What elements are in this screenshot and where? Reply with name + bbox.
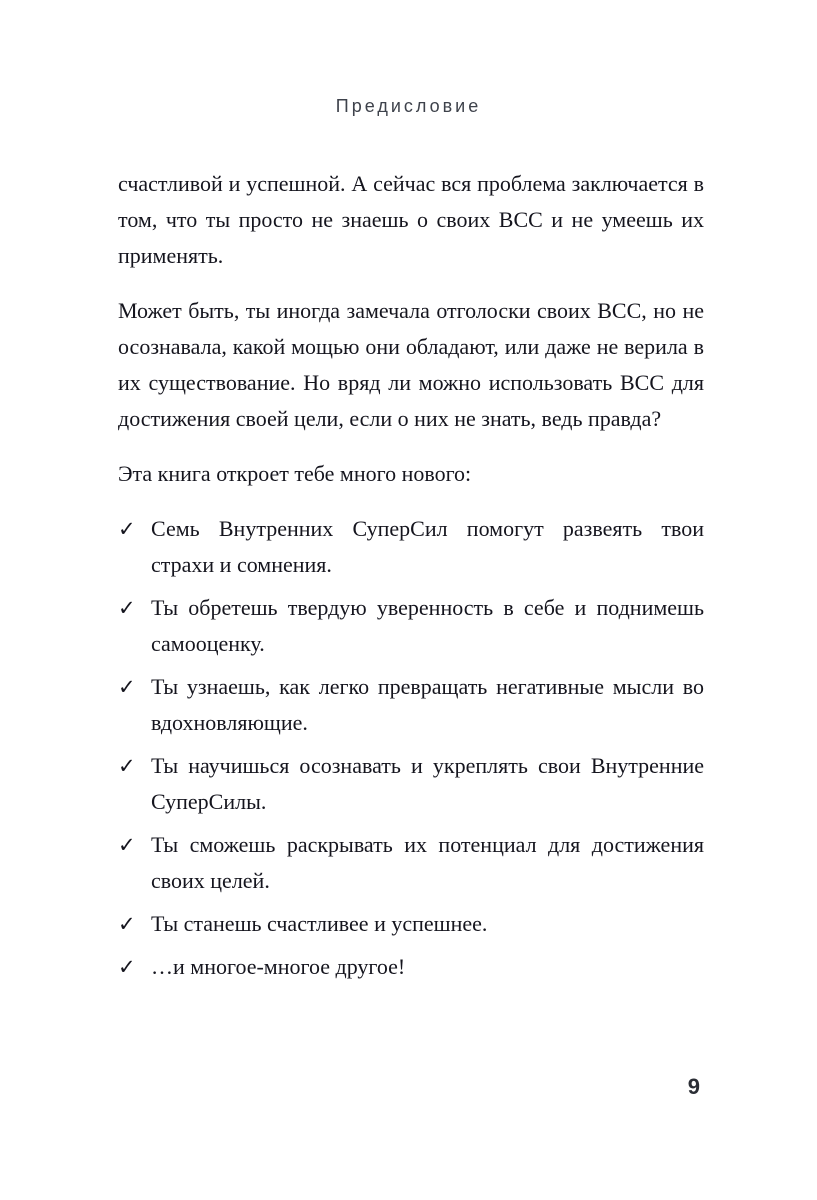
list-item [118, 511, 704, 583]
list-item [118, 669, 704, 741]
list-item [118, 590, 704, 662]
list-item [118, 748, 704, 820]
list-item-text: …и многое-многое другое! [151, 954, 406, 979]
checkmark-icon: ✓ [118, 596, 136, 620]
page-number: 9 [687, 1074, 700, 1099]
list-item [118, 906, 704, 942]
list-item-text: Семь Внутренних СуперСил помогут развеять твои страхи и сомнения. [151, 516, 704, 577]
checkmark-icon: ✓ [118, 955, 136, 979]
list-item-text: Ты станешь счастливее и успешнее. [151, 911, 488, 936]
benefits-list [118, 511, 704, 985]
paragraph: Может быть, ты иногда замечала отголоски своих ВСС, но не осознавала, какой мощью они обладают, или даже не верила в их существование. Но вряд ли можно использовать ВСС для достижения своей цели, если о них не знать, ведь правда? [118, 298, 704, 431]
list-item [118, 949, 704, 985]
checkmark-icon: ✓ [118, 833, 136, 857]
checkmark-icon: ✓ [118, 675, 136, 699]
paragraph: Эта книга откроет тебе много нового: [118, 461, 472, 486]
list-item-text: Ты научишься осознавать и укреплять свои Внутренние СуперСилы. [151, 753, 704, 814]
checkmark-icon: ✓ [118, 517, 136, 541]
checkmark-icon: ✓ [118, 754, 136, 778]
list-item-text: Ты узнаешь, как легко превращать негативные мысли во вдохновляющие. [151, 674, 704, 735]
list-item [118, 827, 704, 899]
paragraph: счастливой и успешной. А сейчас вся проблема заключается в том, что ты просто не знаешь о своих ВСС и не умеешь их применять. [118, 171, 704, 268]
running-header: Предисловие [335, 96, 482, 116]
page-body [118, 166, 704, 992]
list-item-text: Ты обретешь твердую уверенность в себе и поднимешь самооценку. [151, 595, 704, 656]
list-item-text: Ты сможешь раскрывать их потенциал для достижения своих целей. [151, 832, 704, 893]
checkmark-icon: ✓ [118, 912, 136, 936]
